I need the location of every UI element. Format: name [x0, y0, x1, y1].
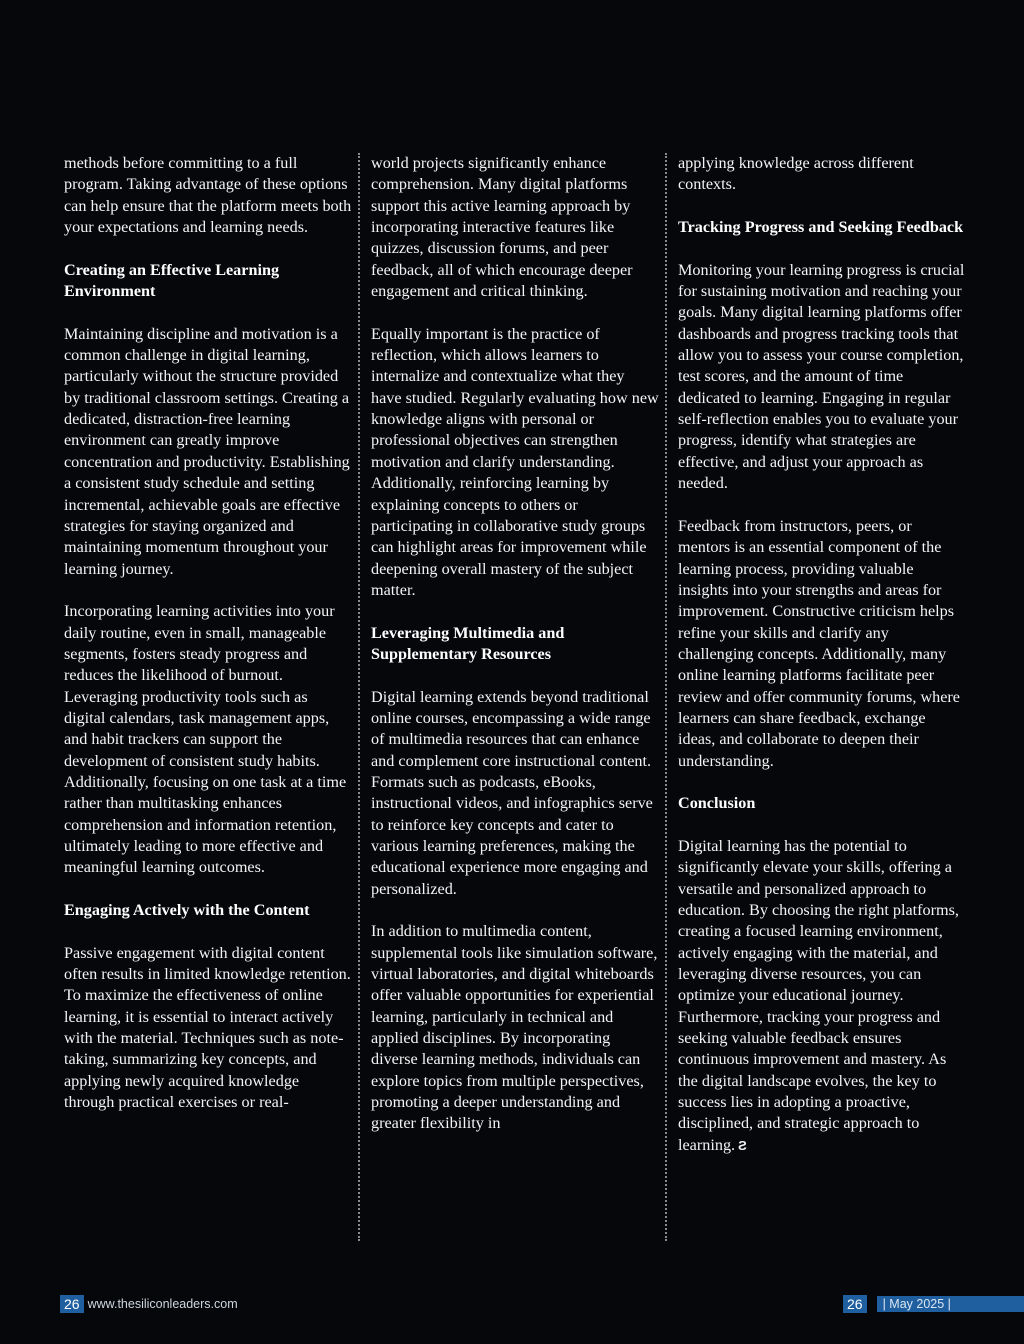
footer-left — [60, 1295, 238, 1313]
column-divider — [665, 153, 667, 1241]
paragraph-text: Digital learning has the potential to significantly elevate your skills, offering a versatile and personalized approach to education. By choosing the right platforms, creating a focused learning environment, actively engaging with the material, and leveraging diverse resources, you can optimize your educational journey. Furthermore, tracking your progress and seeking valuable feedback ensures continuous improvement and mastery. As the digital landscape evolves, the key to success lies in adopting a proactive, disciplined, and strategic approach to learning. — [678, 837, 959, 1154]
paragraph: methods before committing to a full program. Taking advantage of these options can help ensure that the platform meets both your expectations and learning needs. — [64, 154, 352, 237]
paragraph: In addition to multimedia content, supplemental tools like simulation software, virtual laboratories, and digital whiteboards offer valuable opportunities for experiential learning, particularly in technical and applied disciplines. By incorporating diverse learning methods, individuals can explore topics from multiple perspectives, promoting a deeper understanding and greater flexibility in — [371, 922, 658, 1133]
page-number: 26 — [843, 1295, 867, 1313]
section-heading: Tracking Progress and Seeking Feedback — [678, 218, 964, 237]
paragraph: Feedback from instructors, peers, or mentors is an essential component of the learning process, providing valuable insights into your strengths and areas for improvement. Constructive criticism helps refine your skills and clarify any challenging concepts. Additionally, many online learning platforms facilitate peer review and offer community forums, where learners can share feedback, exchange ideas, and collaborate to deepen their understanding. — [678, 516, 960, 770]
end-mark-icon: Ƨ — [738, 1137, 747, 1153]
section-heading: Creating an Effective Learning Environment — [64, 260, 280, 301]
paragraph: Maintaining discipline and motivation is a common challenge in digital learning, particularly without the structure provided by traditional classroom settings. Creating a dedicated, distraction-free learning environment can greatly improve concentration and productivity. Establishing a consistent study schedule and setting incremental, achievable goals are effective strategies for staying organized and maintaining momentum throughout your learning journey. — [64, 324, 350, 578]
paragraph: Digital learning extends beyond traditional online courses, encompassing a wide range of multimedia resources that can enhance and complement core instructional content. Formats such as podcasts, eBooks, instructional videos, and infographics serve to reinforce key concepts and cater to various learning preferences, making the educational experience more engaging and personalized. — [371, 687, 653, 898]
paragraph: applying knowledge across different contexts. — [678, 154, 914, 194]
paragraph: Monitoring your learning progress is crucial for sustaining motivation and reaching your goals. Many digital learning platforms offer dashboards and progress tracking tools that allow you to assess your course completion, test scores, and the amount of time dedicated to learning. Engaging in regular self-reflection enables you to evaluate your progress, identify what strategies are effective, and adjust your approach as needed. — [678, 260, 965, 493]
section-heading: Leveraging Multimedia and Supplementary Resources — [371, 623, 565, 663]
column-divider — [358, 153, 360, 1241]
article-column-1 — [64, 153, 352, 1135]
paragraph: Incorporating learning activities into your daily routine, even in small, manageable segments, fosters steady progress and reduces the likelihood of burnout. Leveraging productivity tools such as digital calendars, task management apps, and habit trackers can support the development of consistent study habits. Additionally, focusing on one task at a time rather than multitasking enhances comprehension and information retention, ultimately leading to more effective and meaningful learning outcomes. — [64, 602, 347, 877]
paragraph: Passive engagement with digital content often results in limited knowledge retention. To maximize the effectiveness of online learning, it is essential to interact actively with the material. Techniques such as note-taking, summarizing key concepts, and applying newly acquired knowledge through practical exercises or real- — [64, 943, 351, 1112]
section-heading: Engaging Actively with the Content — [64, 901, 310, 920]
section-heading: Conclusion — [678, 794, 756, 813]
issue-date: | May 2025 | — [877, 1296, 1024, 1312]
paragraph: world projects significantly enhance comprehension. Many digital platforms support this active learning approach by incorporating interactive features like quizzes, discussion forums, and peer feedback, all of which encourage deeper engagement and critical thinking. — [371, 154, 633, 301]
article-column-2 — [371, 153, 659, 1156]
page-number: 26 — [60, 1295, 84, 1313]
paragraph — [678, 836, 966, 1156]
website-link[interactable]: www.thesiliconleaders.com — [87, 1297, 238, 1311]
paragraph: Equally important is the practice of reflection, which allows learners to internalize and contextualize what they have studied. Regularly evaluating how new knowledge aligns with personal or professional objectives can strengthen motivation and clarify understanding. Additionally, reinforcing learning by explaining concepts to others or participating in collaborative study groups can highlight areas for improvement while deepening overall mastery of the subject matter. — [371, 324, 659, 599]
article-column-3 — [678, 153, 966, 1178]
footer-right — [843, 1295, 1024, 1313]
